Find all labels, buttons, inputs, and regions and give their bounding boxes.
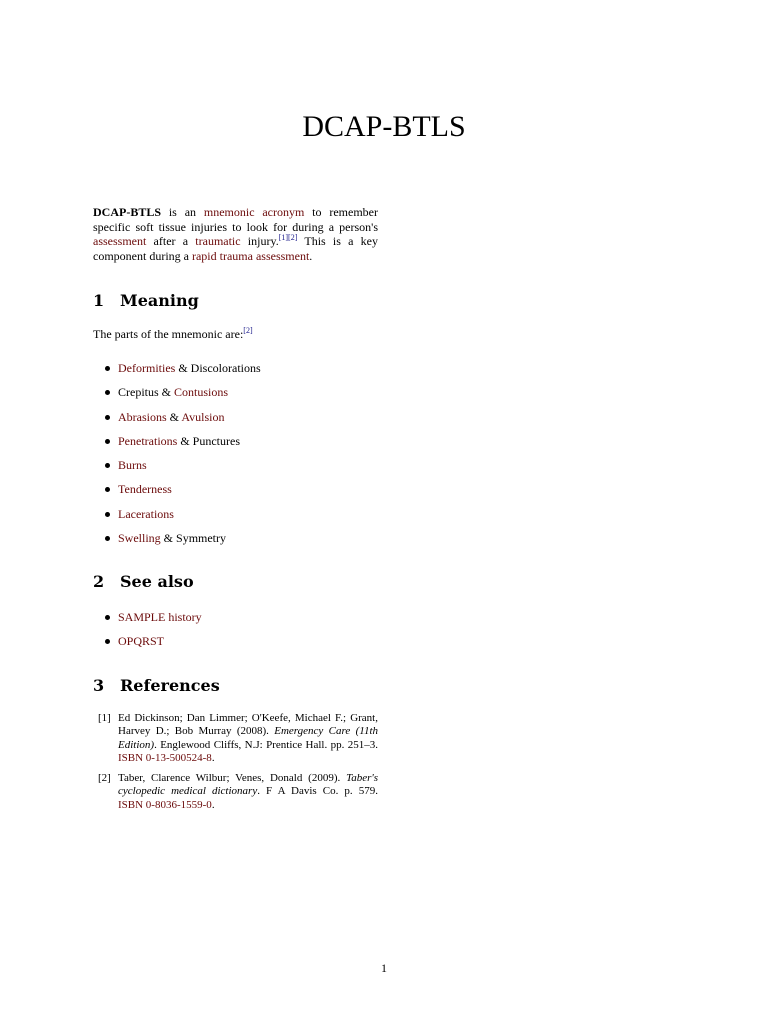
reference-authors: Ed Dickinson; Dan Limmer; O'Keefe, Michael F.; Grant, Harvey D.; Bob Murray (2008). bbox=[118, 712, 378, 738]
section-number: 1 bbox=[93, 291, 105, 310]
link-rapid-trauma-assessment[interactable]: rapid trauma assessment bbox=[191, 248, 310, 263]
link-isbn[interactable]: ISBN 0-8036-1559-0 bbox=[118, 798, 212, 811]
reference-end: . bbox=[211, 798, 215, 811]
item-text: Discolorations bbox=[190, 361, 261, 375]
mnemonic-list bbox=[105, 361, 261, 555]
link-sample-history[interactable]: SAMPLE history bbox=[118, 610, 202, 624]
section-number: 3 bbox=[93, 676, 105, 695]
page-title: DCAP-BTLS bbox=[302, 110, 466, 143]
link-assessment[interactable]: assessment bbox=[93, 234, 147, 248]
link-mnemonic-acronym[interactable]: mnemonic acronym bbox=[203, 205, 305, 219]
separator: & bbox=[160, 531, 177, 546]
reference-number: [1] bbox=[98, 712, 111, 724]
link-avulsion[interactable]: Avulsion bbox=[181, 409, 225, 424]
list-item bbox=[105, 434, 261, 458]
separator: & bbox=[177, 433, 193, 448]
reference-authors: Taber, Clarence Wilbur; Venes, Donald (2009). bbox=[118, 772, 347, 785]
link-deformities[interactable]: Deformities bbox=[118, 361, 176, 375]
link-traumatic[interactable]: traumatic bbox=[195, 234, 241, 248]
link-lacerations[interactable]: Lacerations bbox=[118, 506, 174, 521]
list-item bbox=[105, 458, 261, 482]
list-item bbox=[105, 361, 261, 385]
section-heading-references bbox=[93, 676, 220, 695]
references-list bbox=[93, 712, 378, 819]
intro-term: DCAP-BTLS bbox=[93, 205, 162, 219]
reference-item bbox=[93, 712, 378, 765]
intro-text: . bbox=[309, 248, 313, 263]
reference-number: [2] bbox=[98, 772, 111, 785]
link-contusions[interactable]: Contusions bbox=[174, 385, 229, 400]
citation-link[interactable]: [2] bbox=[243, 326, 253, 335]
intro-text: This is a key component during a bbox=[93, 234, 378, 263]
item-text: Crepitus bbox=[118, 385, 159, 400]
intro-text: to remember specific soft tissue injuries to look for during a person's bbox=[93, 205, 378, 234]
list-item bbox=[105, 634, 202, 658]
link-tenderness[interactable]: Tenderness bbox=[118, 482, 172, 497]
intro-text: injury. bbox=[240, 234, 279, 248]
separator: & bbox=[175, 361, 191, 375]
meaning-intro-text: The parts of the mnemonic are: bbox=[93, 327, 244, 341]
section-title: See also bbox=[120, 572, 194, 591]
link-abrasions[interactable]: Abrasions bbox=[118, 409, 167, 424]
item-text: Symmetry bbox=[176, 531, 227, 546]
link-penetrations[interactable]: Penetrations bbox=[118, 433, 178, 448]
reference-publisher: . F A Davis Co. p. 579. bbox=[257, 785, 378, 798]
list-item bbox=[105, 410, 261, 434]
reference-item bbox=[93, 772, 378, 812]
link-swelling[interactable]: Swelling bbox=[118, 531, 161, 546]
list-item bbox=[105, 610, 202, 634]
list-item bbox=[105, 531, 261, 555]
section-title: References bbox=[120, 676, 220, 695]
reference-publisher: . Englewood Cliffs, N.J: Prentice Hall. pp. 251–3. bbox=[154, 738, 378, 751]
section-heading-meaning bbox=[93, 291, 199, 310]
intro-text: after a bbox=[146, 234, 196, 248]
reference-title: Taber's cyclopedic medical dictionary bbox=[118, 772, 378, 798]
section-number: 2 bbox=[93, 572, 105, 591]
list-item bbox=[105, 385, 261, 409]
page-number: 1 bbox=[381, 961, 387, 975]
list-item bbox=[105, 482, 261, 506]
meaning-intro bbox=[93, 327, 378, 342]
intro-text: is an bbox=[161, 205, 204, 219]
citation-link[interactable]: [1][2] bbox=[278, 233, 298, 242]
reference-title: Emergency Care (11th Edition) bbox=[118, 725, 378, 751]
list-item bbox=[105, 507, 261, 531]
see-also-list bbox=[105, 610, 202, 659]
link-isbn[interactable]: ISBN 0-13-500524-8 bbox=[118, 751, 212, 764]
reference-end: . bbox=[211, 751, 215, 764]
link-burns[interactable]: Burns bbox=[118, 458, 147, 473]
section-title: Meaning bbox=[120, 291, 199, 310]
separator: & bbox=[166, 409, 182, 424]
item-text: Punctures bbox=[192, 433, 240, 448]
link-opqrst[interactable]: OPQRST bbox=[118, 634, 165, 649]
separator: & bbox=[158, 385, 175, 400]
section-heading-see-also bbox=[93, 572, 194, 591]
intro-paragraph bbox=[93, 205, 378, 263]
